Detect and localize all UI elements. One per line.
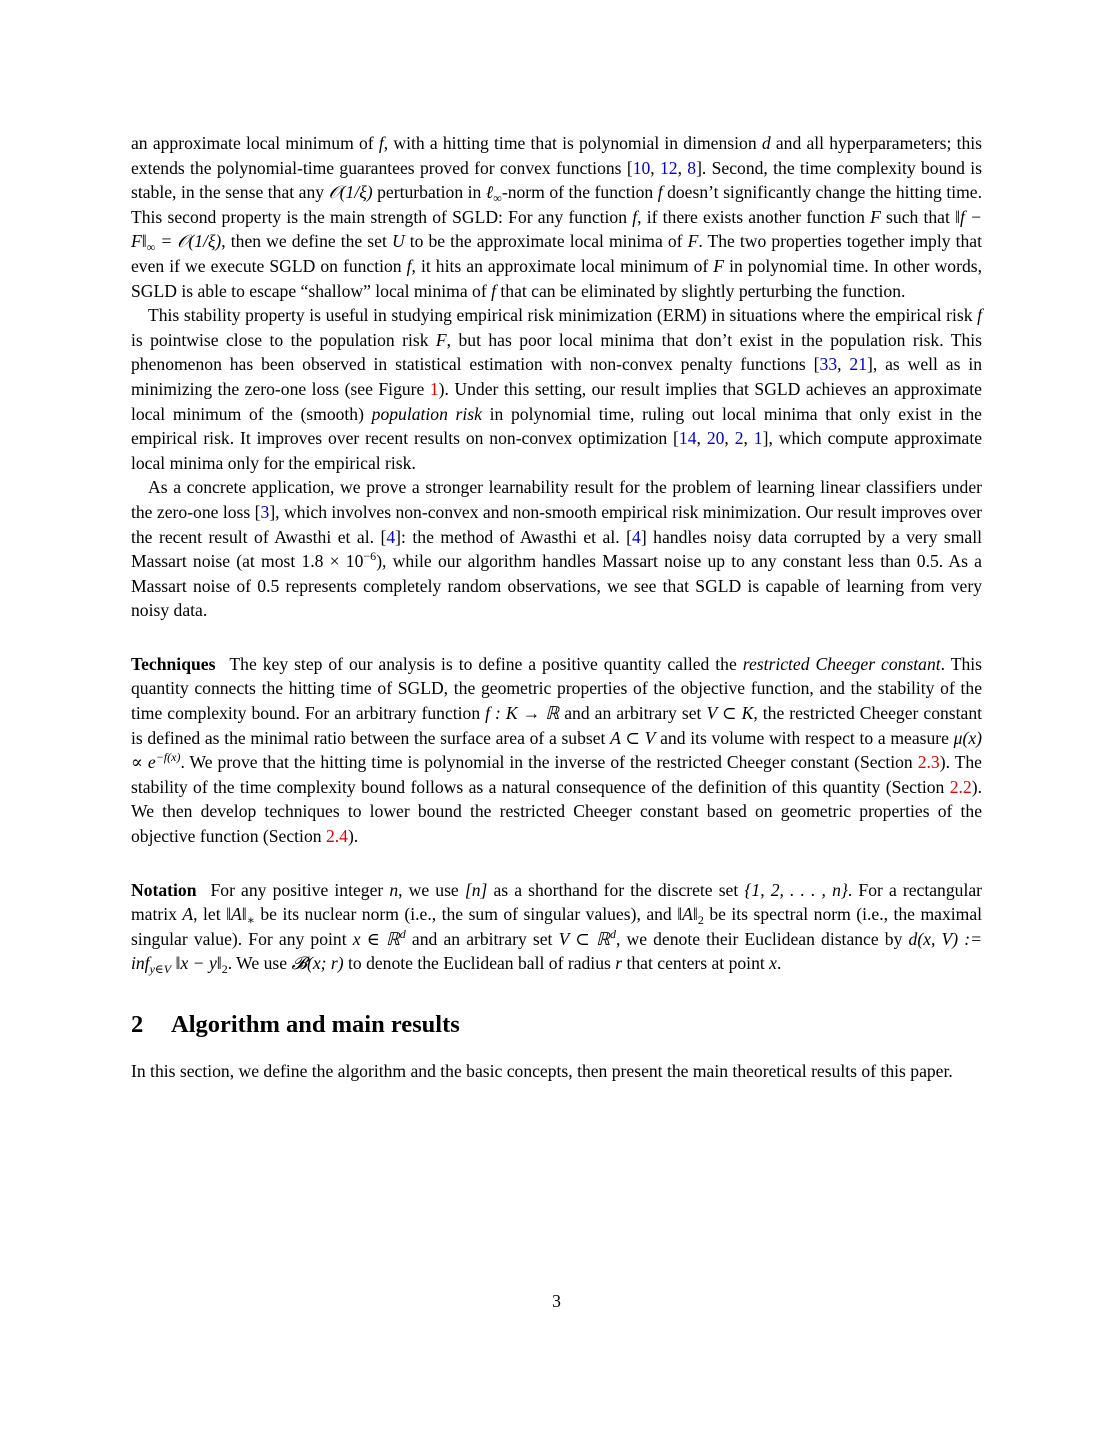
emphasis: restricted Cheeger constant [742,653,941,674]
figure-ref-link[interactable]: 1 [429,378,439,399]
text: . We use [227,953,292,974]
text: This stability property is useful in studying empirical risk minimization (ERM) in situations where the empirical risk [148,305,978,326]
text: that centers at point [622,953,770,974]
text: ). We then develop techniques to lower bound the restricted Cheeger constant based on geometric properties of the objective function (Section [131,776,982,847]
math-r: r [615,953,623,974]
text: doesn’t significantly change the hitting time. This second property is the main strength of SGLD: For any function [131,182,983,227]
text: , the restricted Cheeger constant is defined as the minimal ratio between the surface area of a subset [131,703,983,748]
page-number: 3 [552,1291,561,1311]
math-set: {1, 2, . . . , n} [744,879,848,900]
math-sub: y∈V [149,962,172,977]
text: perturbation in [372,182,486,203]
citation-link[interactable]: 2 [734,428,744,449]
math-F: F [435,329,447,350]
section-2 [131,1010,982,1084]
math-eq: = 𝒪(1/ξ) [155,231,222,252]
text: , we denote their Euclidean distance by [615,928,909,949]
text: be its nuclear norm (i.e., the sum of singular values), and [254,904,678,925]
text: The key step of our analysis is to define a positive quantity called the [229,653,743,674]
text: , then we define the set [221,231,392,252]
citation-link[interactable]: 14 [678,428,697,449]
paragraph-stability: This stability property is useful in studying empirical risk minimization (ERM) in situations where the empirical risk f is pointwise close to the population risk F, but has poor local minima that don’t exist in the population risk. This phenomenon has been observed in statistical estimation with non-convex penalty functions [33, 21], as well as in minimizing the zero-one loss (see Figure 1). Under this setting, our result implies that SGLD achieves an approximate local minimum of the (smooth) population risk in polynomial time, ruling out local minima that only exist in the empirical risk. It improves over recent results on non-convex optimization [14, 20, 2, 1], which compute approximate local minima only for the empirical risk. [131,305,983,473]
math-big-o: 𝒪(1/ξ) [328,182,373,203]
text: ], as well as in minimizing the zero-one loss (see Figure [131,354,983,399]
text: , with a hitting time that is polynomial in dimension [383,133,762,153]
text: as a shorthand for the discrete set [487,879,745,900]
math-F: F [687,231,699,252]
citation-link[interactable]: 1 [753,428,763,449]
citation-link[interactable]: 4 [386,526,396,547]
text: . As a Massart noise of [131,551,982,596]
text: ], which compute approximate local minima only for the empirical risk. [131,428,983,473]
text: ], which involves non-convex and non-smooth empirical risk minimization. Our result improves over the recent result of Awasthi et al. [ [131,501,982,547]
section-ref-link[interactable]: 2.2 [949,776,972,797]
math-f: f [632,206,638,227]
text: For any positive integer [210,879,390,900]
math-sub: 2 [697,913,704,928]
citation-link[interactable]: 4 [632,526,641,547]
text: . This quantity connects the hitting time of SGLD, the geometric properties of the objective function, and the stability of the time complexity bound. For an arbitrary function [131,653,982,724]
math-half: 0.5 [257,575,280,596]
math-body: d(x, V) := inf [131,928,983,974]
citation-link[interactable]: 21 [849,354,867,375]
math-subset: V ⊂ K [706,703,754,724]
spacer [131,623,982,652]
paragraph-hitting-time: an approximate local minimum of f, with a hitting time that is polynomial in dimension d and all hyperparameters; this extends the polynomial-time guarantees proved for convex functions [10, 12, 8]. Second, the time complexity bound is stable, in the sense that any 𝒪(1/ξ) perturbation in ℓ$_\infty$-norm of the function f doesn’t significantly change the hitting time. This second property is the main strength of SGLD: For any function f, if there exists another function F such that ‖f − $F‖_\infty$ = 𝒪(1/ξ), then we define the set U to be the approximate local minima of F. The two properties together imply that even if we execute SGLD on function f, it hits an approximate local minimum of F in polynomial time. In other words, SGLD is able to escape “shallow” local minima of f that can be eliminated by slightly perturbing the function. [131,133,983,301]
text: such that [880,206,956,227]
citation-link[interactable]: 33 [819,354,838,375]
math-bracket-n: [n] [464,879,488,900]
math-body: x ∈ ℝ [352,928,400,949]
text: ]. Second, the time complexity bound is stable, in the sense that any [131,157,982,203]
math-val: 1.8 × 10 [301,551,364,572]
text: and all hyperparameters; this extends the polynomial-time guarantees proved for convex functions [ [131,133,982,178]
math-body: V ⊂ ℝ [558,928,610,949]
text: and its volume with respect to a measure [655,727,954,748]
math-sup: d [399,926,406,941]
text: , it hits an approximate local minimum of [411,255,714,276]
text: to be the approximate local minima of [404,231,688,252]
math-body: ‖x − y‖ [171,953,222,974]
text: be its spectral norm (i.e., the maximal singular value). For any point [131,904,983,949]
spacer [131,849,982,878]
text: , but has poor local minima that don’t exist in the population risk. This phenomenon has been observed in statistical estimation with non-convex penalty functions [ [131,329,982,375]
text: ). Under this setting, our result implies that SGLD achieves an approximate local minimum of the (smooth) [131,378,982,424]
section-ref-link[interactable]: 2.3 [917,752,940,773]
math-n: n [389,879,399,900]
paragraph-application [131,475,982,623]
text: in polynomial time, ruling out local minima that only exist in the empirical risk. It improves over recent results on non-convex optimization [ [131,403,982,449]
text: , if there exists another function [637,206,871,227]
text: ), while our algorithm handles Massart noise up to any constant less than [376,551,917,572]
math-sub: ∞ [146,240,156,255]
emphasis: population risk [371,403,482,424]
text: ]: the method of Awasthi et al. [ [395,526,633,547]
text: ). [347,826,359,847]
runin-heading-techniques: Techniques [131,653,216,674]
math-x: x [769,953,777,974]
section-intro-paragraph: In this section, we define the algorithm and the basic concepts, then present the main theoretical results of this paper. [131,1061,953,1081]
math-sup: d [609,926,616,941]
math-f: f [491,280,496,301]
text: to denote the Euclidean ball of radius [343,953,616,974]
math-norm-body: ‖A‖ [677,904,698,925]
math-map: f : K → ℝ [485,703,560,724]
text: is pointwise close to the population risk [131,329,436,350]
math-f: f [657,182,663,203]
math-d: d [761,133,771,153]
math-A: A [182,904,194,925]
citation-link[interactable]: 10 [632,157,651,178]
citation-link[interactable]: 3 [260,501,270,522]
text: represents completely random observations, we see that SGLD is capable of learning from very noisy data. [131,575,982,621]
text: and an arbitrary set [559,703,707,724]
text: an approximate local minimum of [131,133,379,153]
text: ] handles noisy data corrupted by a very small Massart noise (at most [131,526,982,572]
text: . The two properties together imply that even if we execute SGLD on function [131,231,982,276]
citation-link[interactable]: 20 [706,428,725,449]
text: As a concrete application, we prove a stronger learnability result for the problem of learning linear classifiers under the zero-one loss [ [131,477,982,522]
math-f: f [378,133,384,153]
math-f: f [977,305,982,326]
math-linf [485,182,502,206]
math-norm-body: ‖A‖ [226,904,247,925]
math-mu: μ(x) ∝ e [131,727,982,773]
text: and an arbitrary set [405,928,559,949]
math-x-in-rd [352,926,406,949]
math-nuclear-norm [226,904,255,928]
math-U: U [391,231,405,252]
paragraph-notation [131,878,982,976]
text: -norm of the function [501,182,658,203]
math-sub: ∞ [493,191,502,206]
math-F: F [713,255,725,276]
math-sub: ∗ [246,913,255,928]
math-subset: A ⊂ V [610,727,656,748]
text: that can be eliminated by slightly perturbing the function. [495,280,906,301]
text: ). The stability of the time complexity bound follows as a natural consequence of the definition of this quantity (Section [131,752,982,797]
math-half: 0.5 [916,551,939,572]
text: . For a rectangular matrix [131,879,983,925]
math-massart-bound [301,551,376,571]
section-title: Algorithm and main results [171,1011,460,1038]
math-sup: −f(x) [155,750,181,765]
math-ball: 𝓑(x; r) [291,953,344,974]
text: , let [193,904,227,925]
math-F: F [870,206,881,227]
math-norm-body: ‖f − F‖ [131,206,982,252]
citation-link[interactable]: 8 [687,157,697,178]
text: . We prove that the hitting time is polynomial in the inverse of the restricted Cheeger constant (Section [180,752,918,773]
text: . [776,953,782,974]
text: , we use [398,879,465,900]
math-sup: −6 [363,549,377,564]
text: in polynomial time. In other words, SGLD is able to escape “shallow” local minima of [131,255,982,301]
paragraph-techniques [131,652,982,849]
section-heading [131,1010,982,1040]
math-f: f [406,255,412,276]
math-v-in-rd [558,926,616,949]
section-number: 2 [131,1011,144,1038]
paper-page [131,131,982,1084]
math-sub: 2 [221,962,228,977]
citation-link[interactable]: 12 [659,157,678,178]
math-ell: ℓ [485,182,494,203]
math-spectral-norm [677,904,704,928]
section-ref-link[interactable]: 2.4 [325,826,348,847]
runin-heading-notation: Notation [131,879,197,900]
